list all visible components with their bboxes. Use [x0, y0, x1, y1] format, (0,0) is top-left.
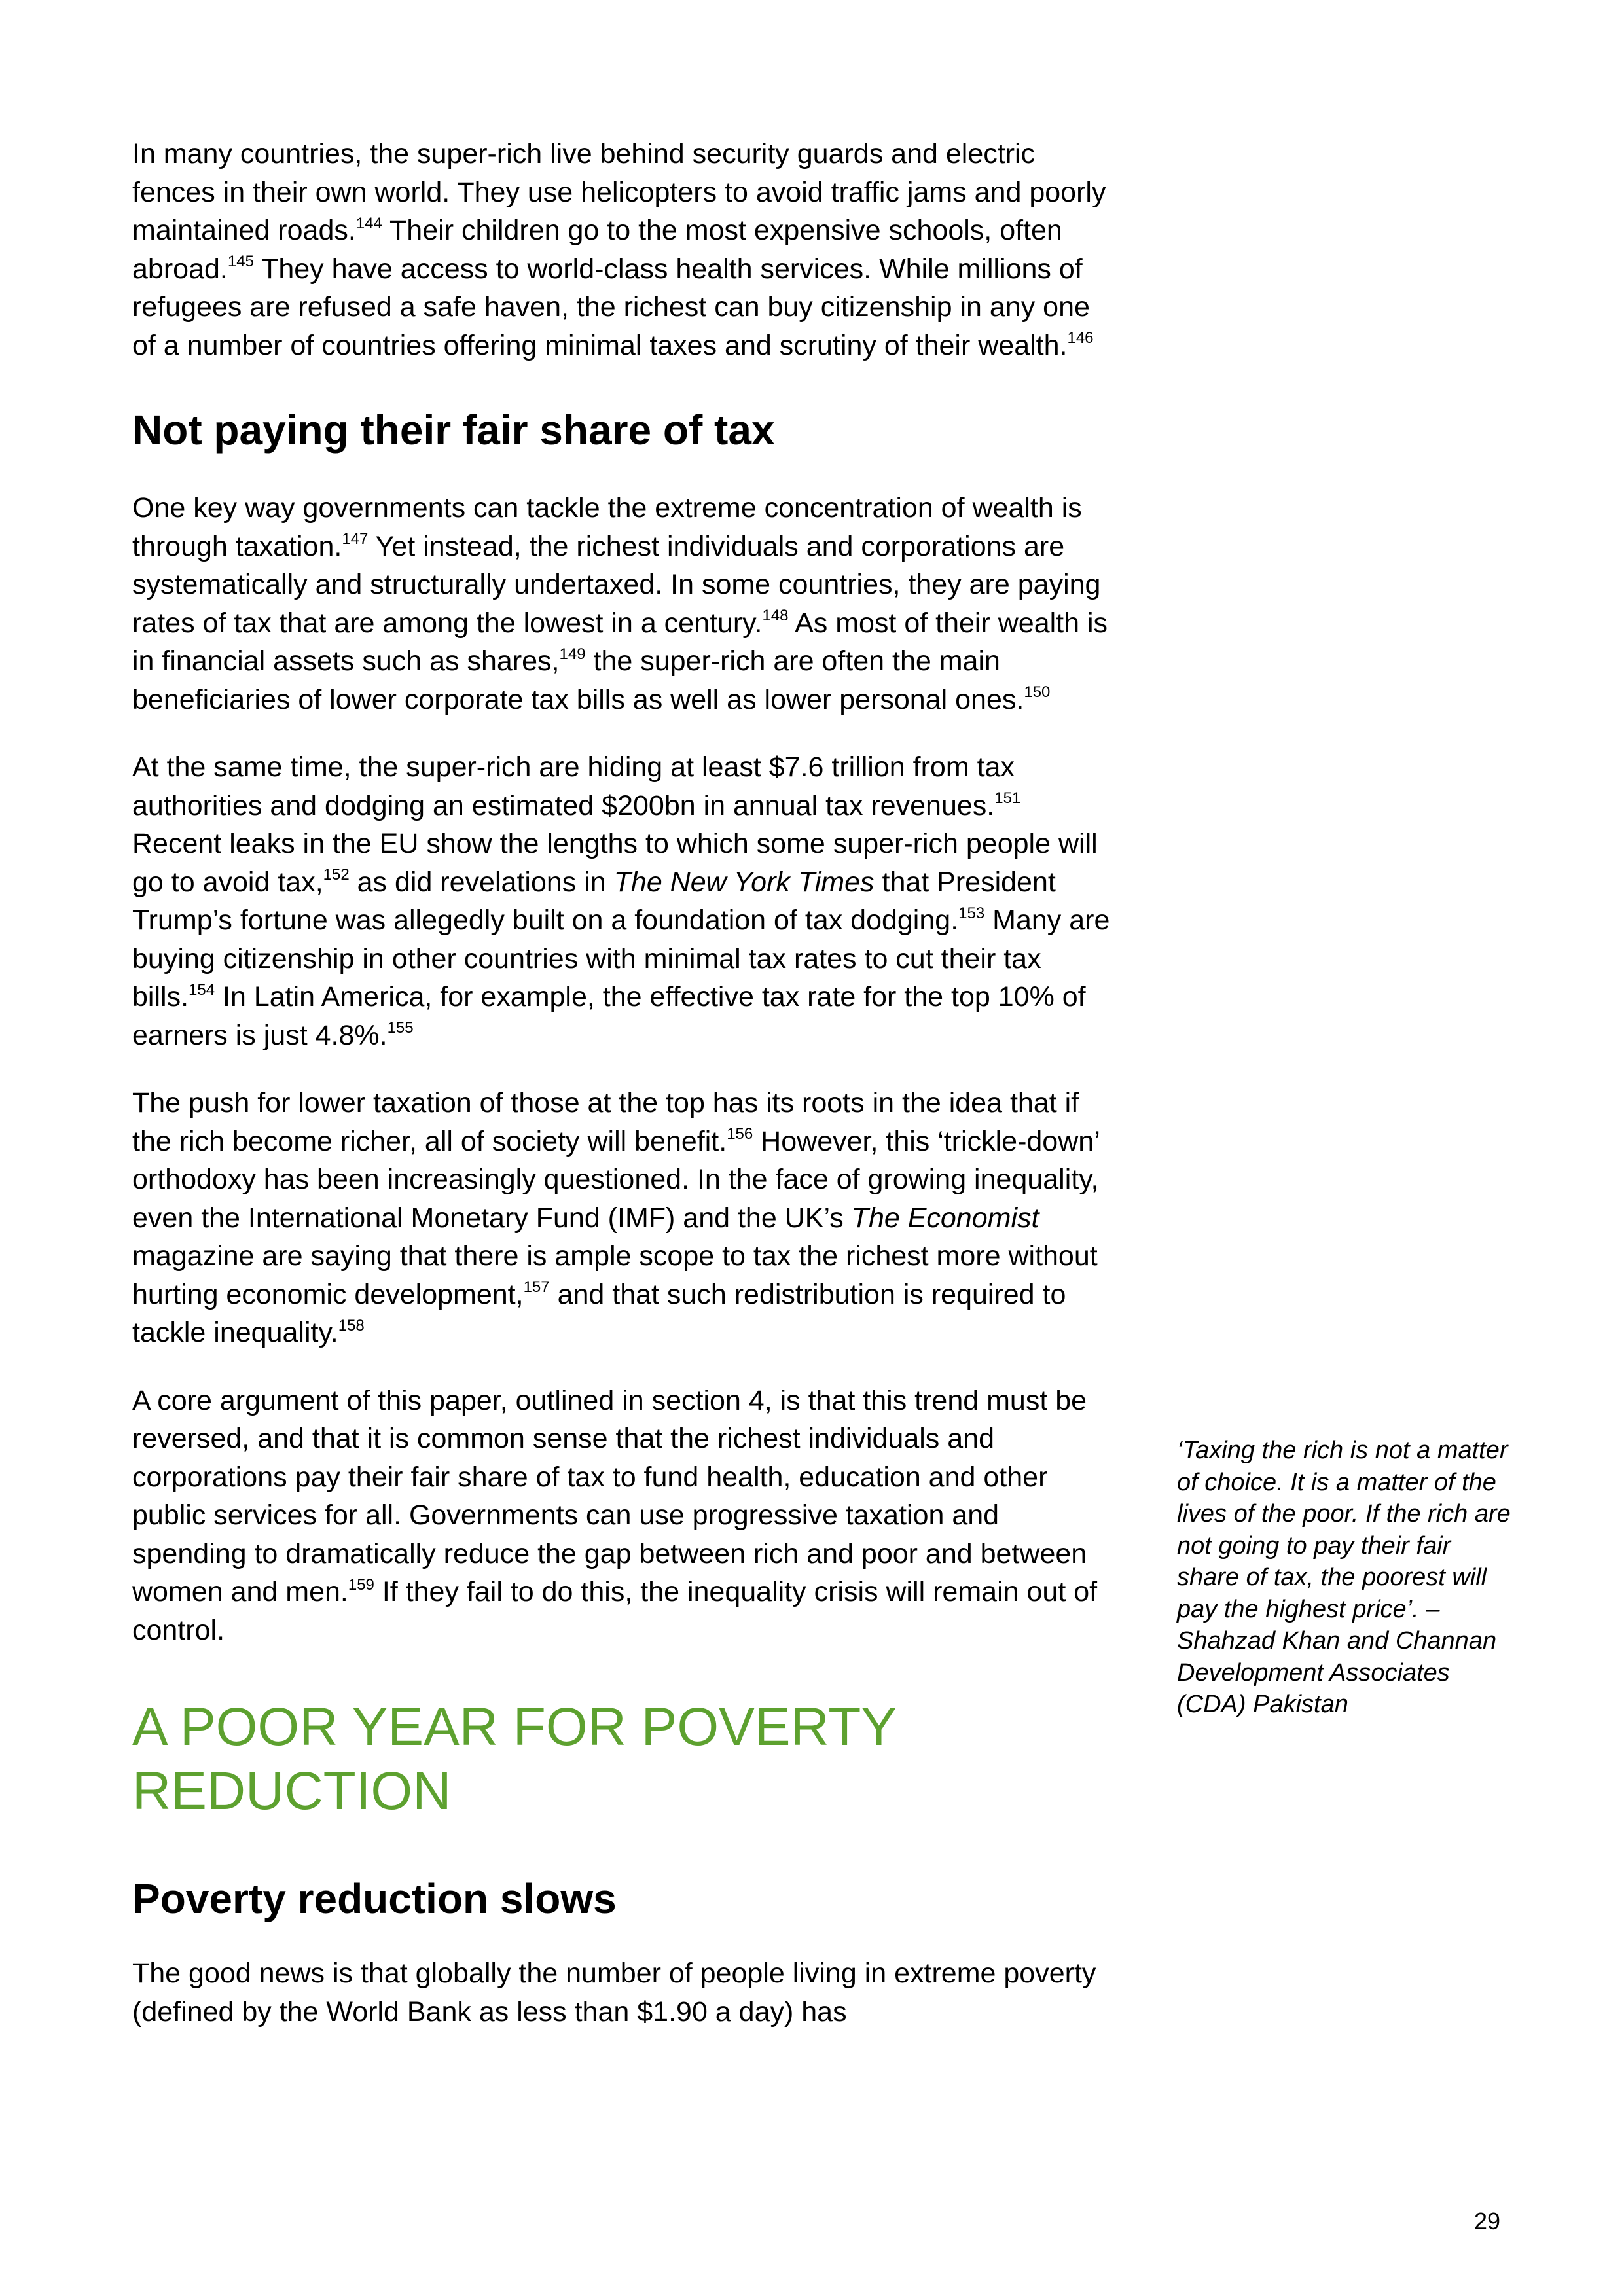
footnote-ref[interactable]: 145	[227, 253, 254, 271]
text-run: Recent leaks in the EU show the lengths to which some super-rich people will go to avoid tax,	[132, 828, 1098, 898]
footnote-ref[interactable]: 148	[762, 607, 789, 625]
footnote-ref[interactable]: 153	[958, 904, 985, 922]
text-run: that President Trump’s fortune was allegedly built on a foundation of tax dodging.	[132, 866, 1056, 936]
text-run: At the same time, the super-rich are hiding at least $7.6 trillion from tax authorities and dodging an estimated $200bn in annual tax revenues.	[132, 751, 1015, 821]
chapter-heading: A POOR YEAR FOR POVERTY REDUCTION	[132, 1697, 896, 1821]
main-column	[132, 135, 1114, 2031]
footnote-ref[interactable]: 151	[994, 789, 1021, 808]
tax-paragraph-2	[132, 748, 1114, 1054]
footnote-ref[interactable]: 159	[348, 1575, 374, 1594]
footnote-ref[interactable]: 156	[727, 1125, 753, 1143]
tax-paragraph-3	[132, 1084, 1114, 1352]
intro-paragraph	[132, 135, 1114, 365]
tax-paragraph-4	[132, 1382, 1114, 1650]
tax-paragraph-1	[132, 489, 1114, 719]
footnote-ref[interactable]: 149	[559, 645, 586, 663]
poverty-paragraph-1: The good news is that globally the number of people living in extreme poverty (defined by the World Bank as less than $1.90 a day) has	[132, 1958, 1096, 2028]
footnote-ref[interactable]: 158	[338, 1316, 365, 1335]
footnote-ref[interactable]: 155	[387, 1019, 414, 1037]
text-run: Many are buying citizenship in other countries with minimal tax rates to cut their tax bills.	[132, 905, 1110, 1013]
footnote-ref[interactable]: 150	[1024, 683, 1051, 702]
text-run: If they fail to do this, the inequality crisis will remain out of control.	[132, 1576, 1098, 1646]
text-run: magazine are saying that there is ample scope to tax the richest more without hurting economic development,	[132, 1240, 1098, 1310]
footnote-ref[interactable]: 157	[523, 1278, 550, 1297]
text-run: One key way governments can tackle the extreme concentration of wealth is through taxation.	[132, 492, 1082, 562]
footnote-ref[interactable]: 146	[1067, 329, 1094, 348]
page-number: 29	[1474, 2208, 1501, 2234]
text-run: They have access to world-class health services. While millions of refugees are refused a safe haven, the richest can buy citizenship in any one of a number of countries offering minimal taxes and scrutiny of their wealth.	[132, 253, 1090, 361]
text-run: the super-rich are often the main beneficiaries of lower corporate tax bills as well as lower personal ones.	[132, 645, 1024, 715]
text-run: A core argument of this paper, outlined in section 4, is that this trend must be reversed, and that it is common sense that the richest individuals and corporations pay their fair share of tax to fund health, education and other public services for all. Governments can use progressive taxation and spending to dramatically reduce the gap between rich and poor and between women and men.	[132, 1384, 1087, 1607]
text-run: However, this ‘trickle-down’ orthodoxy has been increasingly questioned. In the face of growing inequality, even the International Monetary Fund (IMF) and the UK’s	[132, 1125, 1100, 1234]
publication-title: The New York Times	[613, 866, 875, 898]
sidebar-quote: ‘Taxing the rich is not a matter of choice. It is a matter of the lives of the poor. If the rich are not going to pay their fair share of tax, the poorest will pay the highest price’. – Shahzad Khan and Channan Development Associates (CDA) Pakistan	[1177, 1437, 1511, 1718]
text-run: In many countries, the super-rich live behind security guards and electric fences in their own world. They use helicopters to avoid traffic jams and poorly maintained roads.	[132, 138, 1106, 246]
footnote-ref[interactable]: 147	[342, 530, 369, 548]
text-run: and that such redistribution is required to tackle inequality.	[132, 1278, 1066, 1348]
text-run: As most of their wealth is in financial assets such as shares,	[132, 607, 1108, 677]
text-run: In Latin America, for example, the effective tax rate for the top 10% of earners is just 4.8%.	[132, 981, 1086, 1051]
text-run: as did revelations in	[349, 866, 614, 898]
text-run: Their children go to the most expensive schools, often abroad.	[132, 215, 1062, 285]
footnote-ref[interactable]: 144	[355, 214, 382, 232]
section-heading-poverty: Poverty reduction slows	[132, 1875, 617, 1922]
footnote-ref[interactable]: 154	[189, 980, 215, 999]
section-heading-tax: Not paying their fair share of tax	[132, 406, 775, 454]
text-run: The push for lower taxation of those at the top has its roots in the idea that if the rich become richer, all of society will benefit.	[132, 1087, 1079, 1157]
text-run: Yet instead, the richest individuals and corporations are systematically and structurally undertaxed. In some countries, they are paying rates of tax that are among the lowest in a century.	[132, 530, 1101, 639]
publication-title: The Economist	[851, 1202, 1039, 1234]
footnote-ref[interactable]: 152	[323, 866, 350, 884]
